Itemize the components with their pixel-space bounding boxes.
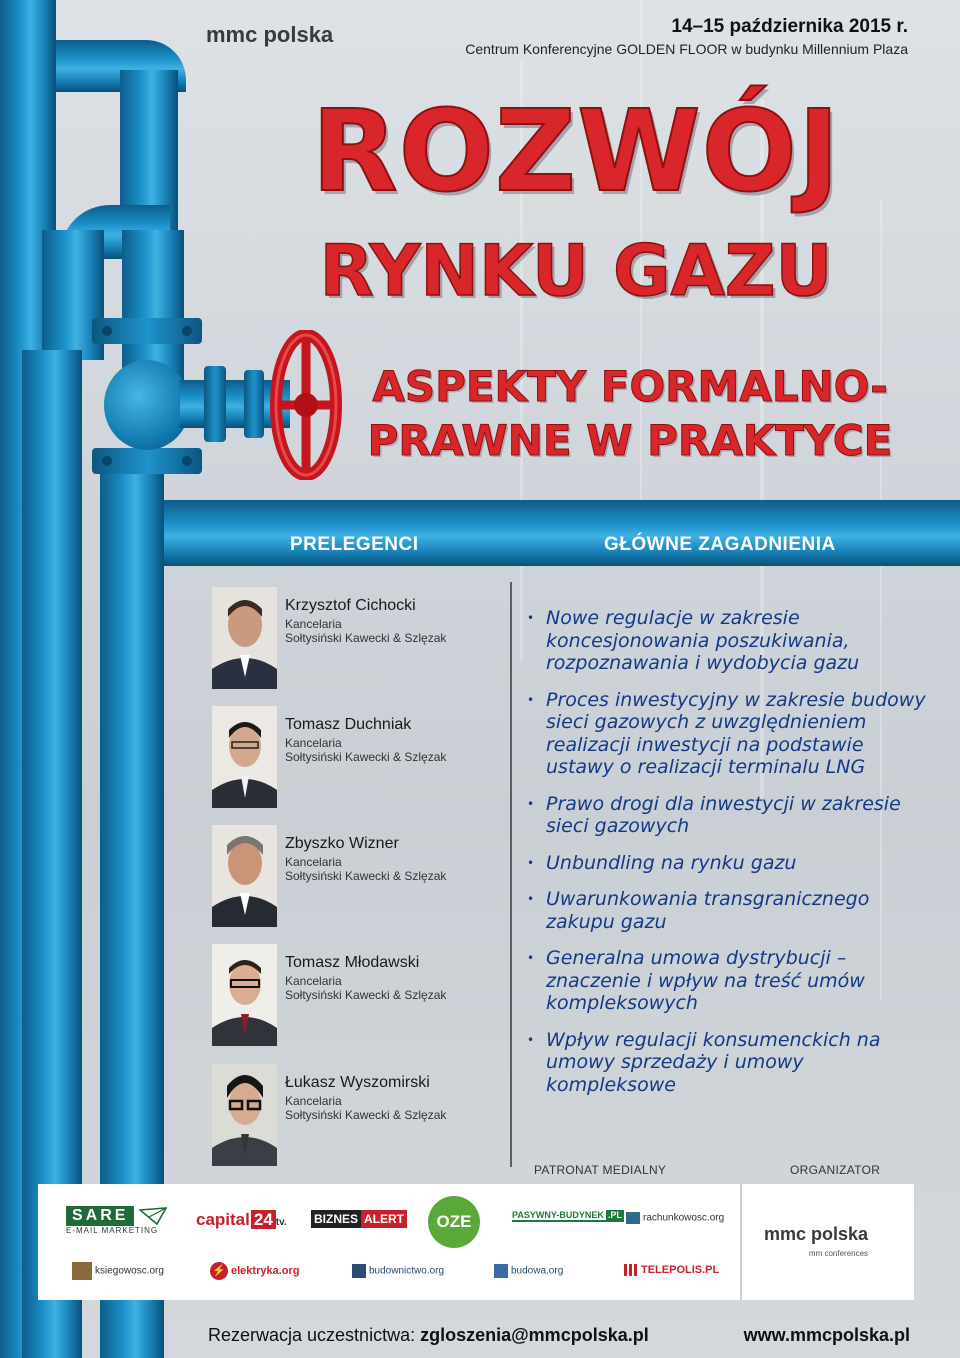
topics-list [527,607,927,1110]
speaker-org: Kancelaria [285,617,342,631]
envelope-icon [139,1207,167,1225]
reservation-line [208,1325,649,1346]
speaker-photo [212,944,277,1046]
speaker-firm: Sołtysiński Kawecki & Szlęzak [285,1108,447,1122]
topic-item: • Prawo drogi dla inwestycji w zakresie sieci gazowych [527,793,927,838]
event-venue: Centrum Konferencyjne GOLDEN FLOOR w budynku Millennium Plaza [465,41,908,57]
speaker-name: Zbyszko Wizner [285,835,399,852]
topics-heading: GŁÓWNE ZAGADNIENIA [604,534,836,555]
title-line-2: RYNKU GAZU [319,230,833,312]
speaker-card [212,706,512,810]
topic-item: • Uwarunkowania transgranicznego zakupu gazu [527,888,927,933]
title-line-1: ROZWÓJ [311,87,841,217]
topic-item: • Nowe regulacje w zakresie koncesjonowania poszukiwania, rozpoznawania i wydobycia gazu [527,607,927,675]
organizer-label: ORGANIZATOR [790,1163,881,1177]
subtitle-line-1: ASPEKTY FORMALNO- [372,362,888,411]
oze-logo[interactable]: OZE [428,1196,480,1248]
telepolis-logo[interactable]: TELEPOLIS.PL [624,1264,719,1276]
bars-icon [624,1264,638,1276]
speaker-org: Kancelaria [285,855,342,869]
building-icon [352,1264,366,1278]
reservation-label: Rezerwacja uczestnictwa: [208,1325,416,1345]
topic-item: • Generalna umowa dystrybucji – znaczenie i wpływ na treść umów kompleksowych [527,947,927,1015]
truck-icon [494,1264,508,1278]
event-date: 14–15 października 2015 r. [671,16,908,37]
ksiegowosc-logo[interactable]: ksiegowosc.org [72,1262,164,1280]
capital24-logo[interactable]: capital 24 tv. [196,1210,287,1229]
speaker-name: Tomasz Duchniak [285,716,412,733]
topic-item: • Unbundling na rynku gazu [527,852,927,875]
speaker-firm: Sołtysiński Kawecki & Szlęzak [285,988,447,1002]
website-link[interactable]: www.mmcpolska.pl [743,1325,910,1345]
sponsor-divider [740,1184,742,1300]
sare-logo[interactable]: SARE E-MAIL MARKETING [66,1206,167,1235]
pasywny-budynek-logo[interactable]: PASYWNY-BUDYNEK .PL [512,1210,622,1220]
media-patrons-label: PATRONAT MEDIALNY [534,1163,667,1177]
reservation-email-link[interactable]: zgloszenia@mmcpolska.pl [420,1325,649,1345]
subtitle-line-2: PRAWNE W PRAKTYCE [367,416,893,465]
topic-item: • Wpływ regulacji konsumenckich na umowy sprzedaży i umowy kompleksowe [527,1029,927,1097]
topic-item: • Proces inwestycyjny w zakresie budowy sieci gazowych z uwzględnieniem realizacji inwestycji na podstawie ustawy o realizacji terminalu LNG [527,689,927,779]
chart-icon [626,1212,640,1224]
speaker-name: Łukasz Wyszomirski [285,1074,430,1091]
budownictwo-logo[interactable]: budownictwo.org [352,1264,444,1278]
speaker-card [212,1064,512,1168]
speaker-firm: Sołtysiński Kawecki & Szlęzak [285,869,447,883]
rachunkowosc-logo[interactable]: rachunkowosc.org [626,1212,724,1224]
speakers-heading: PRELEGENCI [290,534,419,555]
speaker-name: Krzysztof Cichocki [285,597,416,614]
mmc-logo-text: mmc polska [206,22,334,47]
speaker-card [212,587,512,691]
speaker-org: Kancelaria [285,736,342,750]
organizer-logo[interactable]: mmc polska mm conferences [764,1224,869,1258]
lightning-icon: ⚡ [210,1262,228,1280]
speaker-firm: Sołtysiński Kawecki & Szlęzak [285,750,447,764]
speaker-photo [212,706,277,808]
elektryka-logo[interactable]: ⚡ elektryka.org [210,1262,299,1280]
speaker-photo [212,587,277,689]
column-divider [510,582,512,1167]
speaker-card [212,825,512,929]
speaker-card [212,944,512,1048]
valve-wheel-icon [270,330,342,480]
speaker-photo [212,1064,277,1166]
speaker-name: Tomasz Młodawski [285,954,420,971]
book-icon [72,1262,92,1280]
speaker-firm: Sołtysiński Kawecki & Szlęzak [285,631,447,645]
biznes-alert-logo[interactable]: BIZNES ALERT [311,1212,407,1226]
speaker-photo [212,825,277,927]
speaker-org: Kancelaria [285,1094,342,1108]
speaker-org: Kancelaria [285,974,342,988]
budowa-logo[interactable]: budowa.org [494,1264,563,1278]
mmc-polska-logo[interactable] [206,22,333,48]
